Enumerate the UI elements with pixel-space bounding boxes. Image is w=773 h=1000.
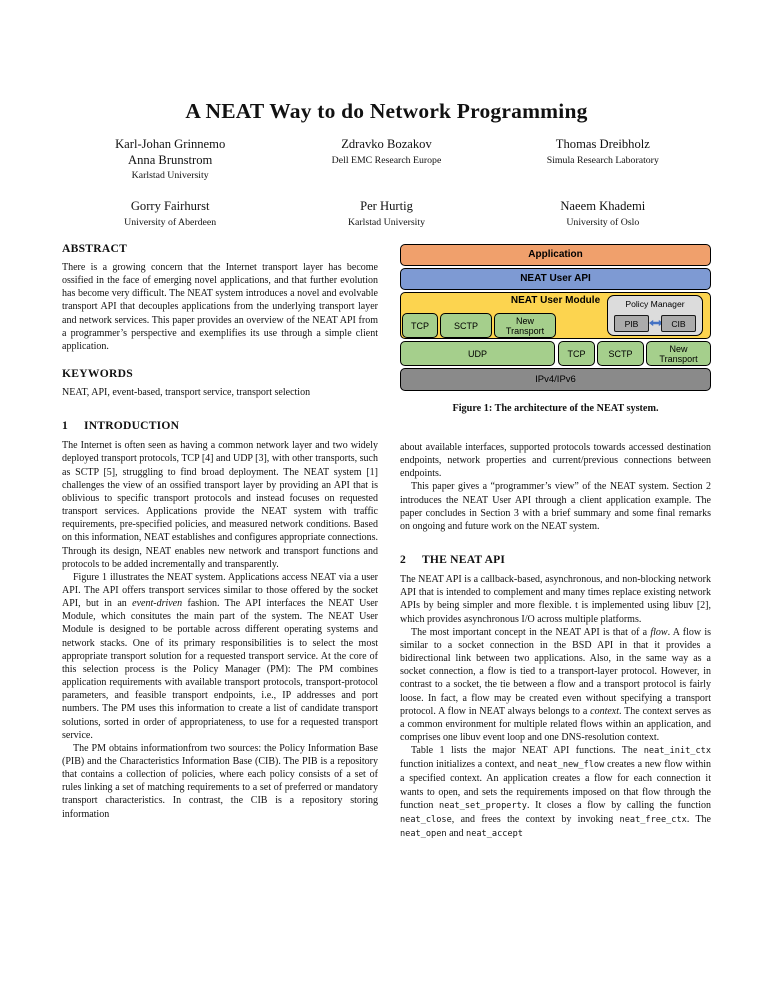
author-affiliation: Dell EMC Research Europe [331,154,442,166]
section-number: 2 [400,553,406,567]
author-block [278,199,494,229]
author-name: Zdravko Bozakov [341,137,432,151]
figure-box-neat-user-api: NEAT User API [400,268,711,290]
figure-box-new-transport-userspace: New Transport [494,313,556,338]
section-heading-introduction [62,419,378,432]
author-name: Thomas Dreibholz [555,137,650,151]
intro-paragraph-3: The PM obtains informationfrom two sources: the Policy Information Base (PIB) and the Characteristics Information Base (CIB). The PIB is a repository that contains a collection of policies, where each policy consists of a set of rules linking a set of matching requirements to a set of preferred or mandatory transport characteristics. In contrast, the CIB is a repository storing information [62,742,378,820]
author-block [278,137,494,182]
keywords-text: NEAT, API, event-based, transport service, transport selection [62,387,311,399]
author-block [495,199,711,229]
figure-box-cib: CIB [661,315,696,332]
section-number: 1 [62,419,68,433]
author-name: Anna Brunstrom [128,152,213,167]
author-name: Per Hurtig [360,199,413,213]
author-name: Naeem Khademi [560,199,646,213]
rightcol-paragraph-2: This paper gives a “programmer’s view” of the NEAT system. Section 2 introduces the NEAT User API through a client application example. The paper concludes in Section 3 with a brief summary and some final remarks on ongoing and future work on the NEAT system. [400,481,711,532]
keywords-heading: KEYWORDS [62,367,133,381]
two-column-body [62,242,711,841]
author-block [495,137,711,182]
author-grid [62,137,711,229]
left-column [62,242,378,841]
figure-box-sctp-kernel: SCTP [597,341,644,366]
author-name: Karl-Johan Grinnemo [115,137,226,151]
figure-box-pib: PIB [614,315,649,332]
paper-title: A NEAT Way to do Network Programming [185,99,588,123]
figure-box-new-transport-kernel: New Transport [646,341,711,366]
abstract-heading: ABSTRACT [62,242,128,255]
neatapi-paragraph-1: The NEAT API is a callback-based, asynchronous, and non-blocking network API that is intended to complement and many times replace existing network APIs by being simpler and more flexible. t is implemented using libuv [2], which provides asynchronous I/O across multiple platforms. [400,574,711,625]
figure-box-tcp-kernel: TCP [558,341,595,366]
author-affiliation: University of Aberdeen [124,216,217,228]
neatapi-paragraph-3: Table 1 lists the major NEAT API functions. The neat_init_ctx function initializes a context, and neat_new_flow creates a new flow within a specified context. An application creates a flow for each connection it wants to open, and sets the requirements imposed on that flow through the function neat_set_property. It closes a flow by calling the function neat_close, and frees the context by invoking neat_free_ctx. The neat_open and neat_accept [400,745,711,840]
neatapi-paragraph-2: The most important concept in the NEAT API is that of a flow. A flow is similar to a socket connection in the BSD API in that it provides a bidirectional link between two applications. Also, in the same way as a socket connection, a flow is tied to a transport-layer protocol. However, in contrast to a socket, the tie between a flow and a transport protocol is fairly loose. In fact, a flow may be created even without specifying a transport protocol. A flow in NEAT always belongs to a context. The context serves as a common environment for multiple related flows within an application, and comprises one libuv event loop and one DNS-resolution context. [400,626,711,743]
figure-box-tcp-userspace: TCP [402,313,438,338]
section-title: INTRODUCTION [84,419,180,433]
figure-box-neat-user-module: NEAT User Module [400,292,711,339]
figure-1-neat-architecture [400,242,711,391]
rightcol-continuation-paragraph: about available interfaces, supported protocols towards accessed destination endpoints, network properties and current/previous connections between endpoints. [400,442,711,480]
figure-box-sctp-userspace: SCTP [440,313,492,338]
figure-box-udp: UDP [400,341,555,366]
author-block [62,199,278,229]
figure-caption: Figure 1: The architecture of the NEAT system. [452,403,659,414]
policy-manager-label: Policy Manager [625,299,685,309]
author-affiliation: Karlstad University [131,170,209,181]
section-heading-neat-api [400,553,711,566]
author-affiliation: Simula Research Laboratory [546,154,659,166]
intro-paragraph-1: The Internet is often seen as having a common network layer and two widely deployed transport protocols, TCP [4] and UDP [3], with other transports, such as SCTP [5], struggling to find broad deployment. The NEAT system [1] challenges the view of an ossified transport layer by providing an API that is oblivious to specific transport protocols and instead focuses on requested transport services. Applications provide the NEAT system with traffic requirements, pre-specified policies, and measured network conditions. Based on this information, NEAT establishes and configures appropriate connections. Through its design, NEAT enables new network and transport functions and protocols to be added incrementally and transparently. [62,440,378,570]
figure-box-policy-manager [607,295,703,336]
author-affiliation: University of Oslo [566,216,640,228]
section-title: THE NEAT API [422,553,506,567]
author-affiliation: Karlstad University [347,216,425,228]
author-name: Gorry Fairhurst [130,199,210,213]
figure-box-ipv4-ipv6: IPv4/IPv6 [400,368,711,391]
figure-box-application: Application [400,244,711,266]
author-block [62,137,278,182]
right-column [400,242,711,841]
abstract-text: There is a growing concern that the Internet transport layer has become ossified in the face of emerging novel applications, and that further evolution has become very difficult. The NEAT system introduces a novel and evolvable transport API that decouples applications from the underlying transport layer and network services. This paper provides an overview of the NEAT API from a programmer’s perspective and exemplifies its use through a simple client application. [62,262,378,352]
intro-paragraph-2: Figure 1 illustrates the NEAT system. Applications access NEAT via a user API. The API offers transport services similar to those offered by the socket API, but in an event-driven fashion. The API interfaces the NEAT User Module, which consitutes the main part of the system. The NEAT User Module is designed to be portable across different operating systems and network stacks. One of its primary responsibilities is to select the most appropriate transport solution for a requested transport service. At the core of this selection process is the Policy Manager (PM): The PM combines application requirements with available transport protocols, transport-protocol parameters, and feasible transport endpoints, i.e., IP addresses and port numbers. The PM uses this information to create a list of candidate transport solutions, sorted in order of appropriateness, to use for a requested transport service. [62,571,378,741]
